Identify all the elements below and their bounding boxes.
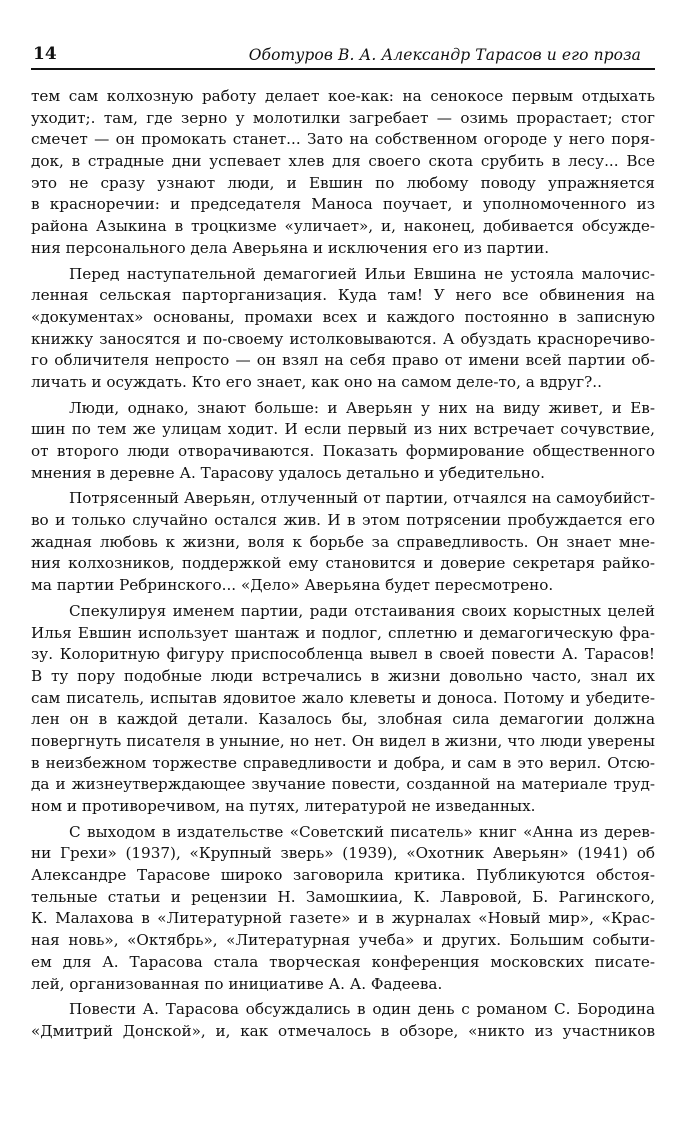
text-line: ни Грехи» (1937), «Крупный зверь» (1939), «Охотник Аверьян» (1941) об (31, 844, 655, 863)
text-line: Повести А. Тарасова обсуждались в один день с романом С. Бородина (69, 1000, 655, 1019)
text-line: В ту пору подобные люди встречались в жизни довольно часто, знал их (31, 666, 655, 685)
text-line: ния колхозников, поддержкой ему становится и доверие секретаря райко- (31, 554, 655, 573)
text-line: смечет — он промокать станет... Зато на собственном огороде у него поря- (31, 130, 655, 149)
text-line: ном и противоречивом, на путях, литературой не изведанных. (31, 797, 536, 815)
text-line: это не сразу узнают люди, и Евшин по любому поводу упражняется (31, 173, 655, 192)
text-line: ма партии Ребринского... «Дело» Аверьяна будет пересмотрено. (31, 576, 554, 595)
text-line: го обличителя непросто — он взял на себя право от имени всей партии об- (31, 351, 655, 370)
text-line: да и жизнеутверждающее звучание повести, созданной на материале труд- (31, 775, 655, 794)
text-line: повергнуть писателя в уныние, но нет. Он видел в жизни, что люди уверены (31, 731, 655, 750)
text-line: во и только случайно остался жив. И в этом потрясении пробуждается его (31, 511, 655, 530)
paragraph (31, 86, 655, 260)
text-line: Потрясенный Аверьян, отлученный от партии, отчаялся на самоубийст- (69, 489, 655, 508)
text-line: ния персонального дела Аверьяна и исключения его из партии. (31, 238, 550, 257)
text-line: мнения в деревне А. Тарасову удалось детально и убедительно. (31, 463, 546, 482)
text-line: района Азыкина в троцкизме «уличает», и, наконец, добивается обсужде- (31, 217, 655, 236)
body-text (31, 86, 655, 1047)
text-line: С выходом в издательстве «Советский писатель» книг «Анна из дерев- (69, 822, 655, 841)
text-line: книжку заносятся и по-своему истолковываются. А обуздать красноречиво- (31, 329, 655, 348)
text-line: шин по тем же улицам ходит. И если первый из них встречает сочувствие, (31, 420, 655, 439)
page-header (31, 44, 655, 68)
paragraph (31, 264, 655, 394)
paragraph (31, 398, 655, 485)
text-line: зу. Колоритную фигуру приспособленца вывел в своей повести А. Тарасов! (31, 645, 655, 664)
text-line: сам писатель, испытав ядовитое жало клеветы и доноса. Потому и убедите- (31, 688, 655, 707)
text-line: жадная любовь к жизни, воля к борьбе за справедливость. Он знает мне- (31, 532, 655, 551)
running-title: Оботуров В. А. Александр Тарасов и его проза (248, 46, 641, 64)
text-line: Илья Евшин использует шантаж и подлог, сплетню и демагогическую фра- (31, 623, 655, 642)
text-line: «документах» основаны, промахи всех и каждого постоянно в записную (31, 307, 655, 326)
text-line: ленная сельская парторганизация. Куда там! У него все обвинения на (31, 286, 655, 305)
text-line: в красноречии: и председателя Маноса поучает, и уполномоченного из (31, 195, 655, 214)
text-line: ем для А. Тарасова стала творческая конференция московских писате- (31, 952, 655, 971)
header-rule (31, 68, 655, 70)
text-line: ная новь», «Октябрь», «Литературная учеба» и других. Большим событи- (31, 931, 655, 950)
text-line: Александре Тарасове широко заговорила критика. Публикуются обстоя- (31, 866, 655, 885)
paragraph (31, 822, 655, 996)
text-line: уходит;. там, где зерно у молотилки загребает — озимь прорастает; стог (31, 108, 655, 127)
text-line: Спекулируя именем партии, ради отстаивания своих корыстных целей (69, 601, 655, 620)
paragraph (31, 601, 655, 818)
text-line: тем сам колхозную работу делает кое-как: на сенокосе первым отдыхать (31, 87, 655, 105)
text-line: лен он в каждой детали. Казалось бы, злобная сила демагогии должна (31, 710, 655, 729)
paragraph (31, 999, 655, 1042)
text-line: в неизбежном торжестве справедливости и добра, и сам в это верил. Отсю- (31, 753, 655, 772)
text-line: тельные статьи и рецензии Н. Замошкииа, К. Лавровой, Б. Рагинского, (31, 887, 655, 906)
text-line: от второго люди отворачиваются. Показать формирование общественного (31, 442, 655, 460)
text-line: «Дмитрий Донской», и, как отмечалось в обзоре, «никто из участников (31, 1021, 655, 1040)
paragraph (31, 488, 655, 596)
text-line: Перед наступательной демагогией Ильи Евшина не устояла малочис- (69, 264, 655, 283)
text-line: личать и осуждать. Кто его знает, как оно на самом деле-то, а вдруг?.. (31, 372, 602, 391)
page-number: 14 (33, 44, 57, 64)
text-line: К. Малахова в «Литературной газете» и в журналах «Новый мир», «Крас- (31, 909, 655, 928)
text-line: Люди, однако, знают больше: и Аверьян у них на виду живет, и Ев- (69, 398, 655, 417)
text-line: лей, организованная по инициативе А. А. Фадеева. (31, 974, 443, 993)
text-line: док, в страдные дни успевает хлев для своего скота срубить в лесу... Все (31, 152, 655, 171)
